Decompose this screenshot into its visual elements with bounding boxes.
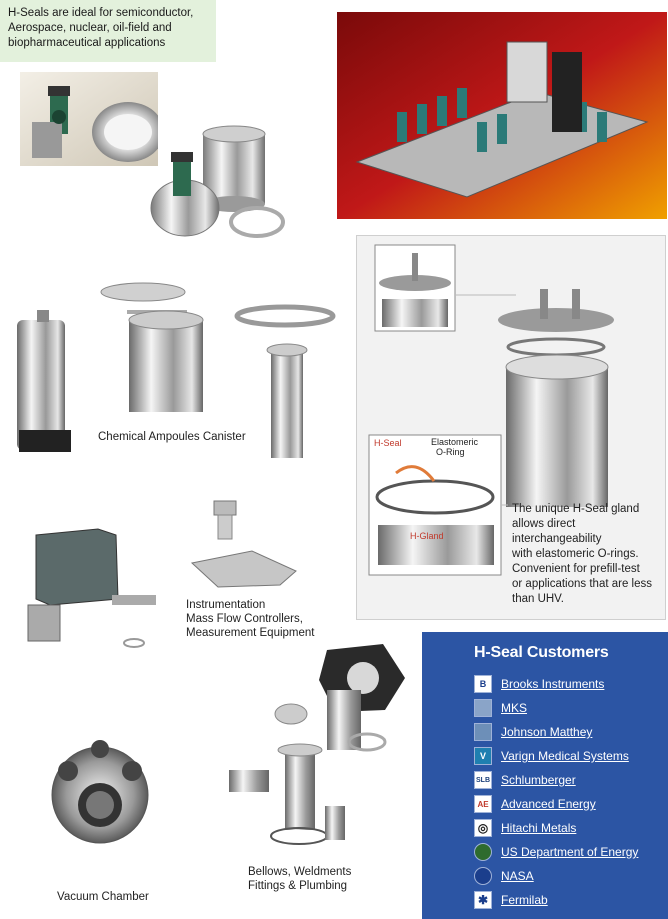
customer-item bbox=[474, 816, 668, 840]
brooks-logo-icon: B bbox=[474, 675, 492, 693]
advanced-energy-logo-icon: AE bbox=[474, 795, 492, 813]
customer-link-nasa[interactable]: NASA bbox=[501, 869, 534, 883]
label-hgland: H-Gland bbox=[410, 531, 444, 541]
caption-instr-2: Mass Flow Controllers, bbox=[186, 613, 303, 625]
mks-logo-icon bbox=[474, 699, 492, 717]
label-elastomeric-1: Elastomeric bbox=[431, 437, 479, 447]
customers-title: H-Seal Customers bbox=[474, 644, 609, 661]
caption-bellows-1: Bellows, Weldments bbox=[248, 866, 352, 878]
valve-closeup-photo bbox=[20, 72, 158, 166]
caption-vacuum: Vacuum Chamber bbox=[57, 891, 149, 903]
gas-panel-photo bbox=[337, 12, 667, 219]
bellows-fittings-photo bbox=[215, 640, 415, 860]
gland-description bbox=[512, 502, 662, 607]
schlumberger-logo-icon: SLB bbox=[474, 771, 492, 789]
customer-item bbox=[474, 840, 668, 864]
nasa-logo-icon bbox=[474, 867, 492, 885]
intro-line-2: Aerospace, nuclear, oil-field and bbox=[8, 22, 172, 34]
cylinder-flange-photo bbox=[145, 120, 295, 245]
customer-link-mks[interactable]: MKS bbox=[501, 701, 528, 715]
customer-link-brooks[interactable]: Brooks Instruments bbox=[501, 677, 605, 691]
customer-link-doe[interactable]: US Department of Energy bbox=[501, 845, 639, 859]
label-elastomeric-2: O-Ring bbox=[436, 447, 465, 457]
caption-instrumentation bbox=[186, 598, 314, 640]
varign-logo-icon: V bbox=[474, 747, 492, 765]
doe-seal-icon bbox=[474, 843, 492, 861]
intro-banner bbox=[0, 0, 216, 62]
customer-item bbox=[474, 888, 668, 912]
caption-ampoules: Chemical Ampoules Canister bbox=[98, 431, 246, 443]
customer-link-varign[interactable]: Varign Medical Systems bbox=[501, 749, 629, 763]
customer-item bbox=[474, 720, 668, 744]
customer-item bbox=[474, 792, 668, 816]
desc-line-6: or applications that are less bbox=[512, 578, 652, 590]
desc-line-3: interchangeability bbox=[512, 533, 602, 545]
desc-line-4: with elastomeric O-rings. bbox=[512, 548, 639, 560]
vacuum-chamber-photo bbox=[40, 725, 160, 865]
customer-link-johnson-matthey[interactable]: Johnson Matthey bbox=[501, 725, 593, 739]
caption-bellows bbox=[248, 865, 351, 893]
desc-line-5: Convenient for prefill-test bbox=[512, 563, 640, 575]
desc-line-7: than UHV. bbox=[512, 593, 564, 605]
customer-link-schlumberger[interactable]: Schlumberger bbox=[501, 773, 576, 787]
customer-link-hitachi[interactable]: Hitachi Metals bbox=[501, 821, 577, 835]
customers-panel bbox=[422, 632, 668, 919]
caption-instr-1: Instrumentation bbox=[186, 599, 266, 611]
customer-item bbox=[474, 696, 668, 720]
intro-line-3: biopharmaceutical applications bbox=[8, 37, 166, 49]
customer-link-advanced-energy[interactable]: Advanced Energy bbox=[501, 797, 596, 811]
customer-link-fermilab[interactable]: Fermilab bbox=[501, 893, 548, 907]
caption-instr-3: Measurement Equipment bbox=[186, 627, 315, 639]
label-hseal: H-Seal bbox=[374, 438, 402, 448]
customer-item bbox=[474, 768, 668, 792]
caption-bellows-2: Fittings & Plumbing bbox=[248, 880, 348, 892]
desc-line-2: allows direct bbox=[512, 518, 576, 530]
intro-line-1: H-Seals are ideal for semiconductor, bbox=[8, 7, 194, 19]
customer-item bbox=[474, 672, 668, 696]
johnson-matthey-logo-icon bbox=[474, 723, 492, 741]
desc-line-1: The unique H-Seal gland bbox=[512, 503, 640, 515]
hitachi-logo-icon: ◎ bbox=[474, 819, 492, 837]
customer-item bbox=[474, 864, 668, 888]
customers-list bbox=[474, 672, 668, 912]
customer-item bbox=[474, 744, 668, 768]
fermilab-logo-icon: ✱ bbox=[474, 891, 492, 909]
